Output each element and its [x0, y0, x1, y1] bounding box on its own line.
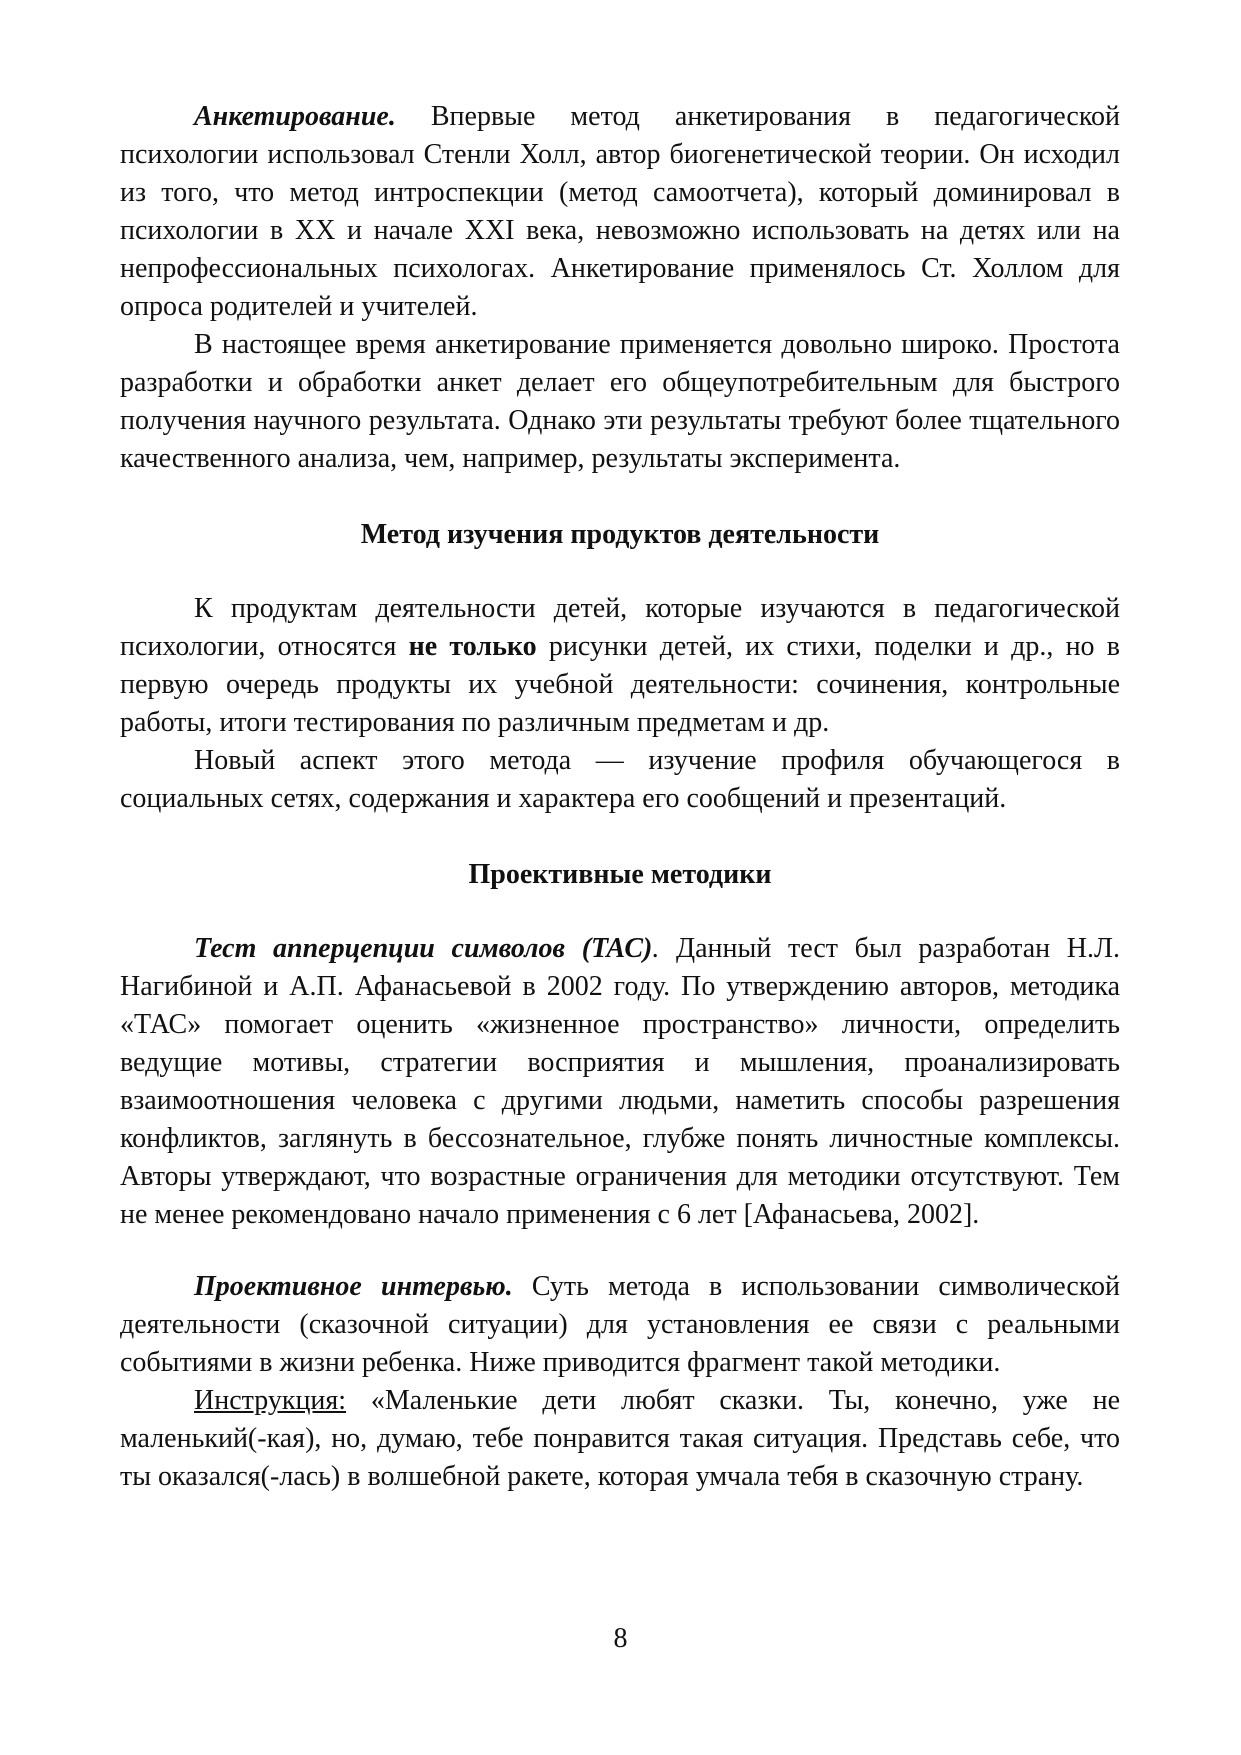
section-heading-projective-methods: Проективные методики — [468, 859, 772, 890]
paragraph-text: Данный тест был разработан Н.Л. Нагибиной и А.П. Афанасьевой в 2002 году. По утверждению авторов, методика «ТАС» помогает оценить «жизненное пространство» личности, определить ведущие мотивы, стратегии восприятия и мышления, проанализировать взаимоотношения человека с другими людьми, наметить способы разрешения конфликтов, заглянуть в бессознательное, глубже понять личностные комплексы. Авторы утверждают, что возрастные ограничения для методики отсутствуют. Тем не менее рекомендовано начало применения с 6 лет [Афанасьева, 2002]. — [120, 933, 1121, 1230]
document-page — [120, 98, 1120, 1496]
paragraph-questionnaire-present — [120, 326, 1120, 478]
paragraph-activity-products — [120, 590, 1120, 742]
instruction-label: Инструкция: — [194, 1385, 347, 1416]
paragraph-text: Новый аспект этого метода — изучение профиля обучающегося в социальных сетях, содержания и характера его сообщений и презентаций. — [120, 745, 1120, 814]
term-tas-period: . — [652, 933, 660, 964]
paragraph-new-aspect — [120, 742, 1120, 818]
paragraph-text: рисунки детей, их стихи, поделки и др., но в первую очередь продукты их учебной деятельности: сочинения, контрольные работы, итоги тестирования по различным предметам и др. — [120, 631, 1120, 738]
term-projective-interview: Проективное интервью. — [194, 1271, 513, 1302]
page-number: 8 — [613, 1623, 628, 1654]
paragraph-questionnaire — [120, 98, 1120, 326]
paragraph-instruction — [120, 1382, 1120, 1496]
term-tas-test: Тест апперцепции символов (ТАС) — [194, 933, 653, 964]
section-heading-activity-products: Метод изучения продуктов деятельности — [360, 519, 880, 550]
paragraph-projective-interview — [120, 1268, 1120, 1382]
term-questionnaire: Анкетирование. — [194, 101, 396, 132]
paragraph-tas-test — [120, 930, 1120, 1234]
bold-emphasis: не только — [408, 631, 537, 662]
paragraph-text: В настоящее время анкетирование применяется довольно широко. Простота разработки и обработки анкет делает его общеупотребительным для быстрого получения научного результата. Однако эти результаты требуют более тщательного качественного анализа, чем, например, результаты эксперимента. — [120, 329, 1120, 474]
paragraph-text: Впервые метод анкетирования в педагогической психологии использовал Стенли Холл, автор биогенетической теории. Он исходил из того, что метод интроспекции (метод самоотчета), который доминировал в психологии в XX и начале XXI века, невозможно использовать на детях или на непрофессиональных психологах. Анкетирование применялось Ст. Холлом для опроса родителей и учителей. — [120, 101, 1120, 322]
paragraph-text: К продуктам деятельности детей, которые изучаются в педагогической психологии, относятся — [120, 593, 1120, 662]
paragraph-text: Суть метода в использовании символической деятельности (сказочной ситуации) для установления ее связи с реальными событиями в жизни ребенка. Ниже приводится фрагмент такой методики. — [120, 1271, 1120, 1378]
paragraph-text: «Маленькие дети любят сказки. Ты, конечно, уже не маленький(-кая), но, думаю, тебе понравится такая ситуация. Представь себе, что ты оказался(-лась) в волшебной ракете, которая умчала тебя в сказочную страну. — [120, 1385, 1120, 1492]
